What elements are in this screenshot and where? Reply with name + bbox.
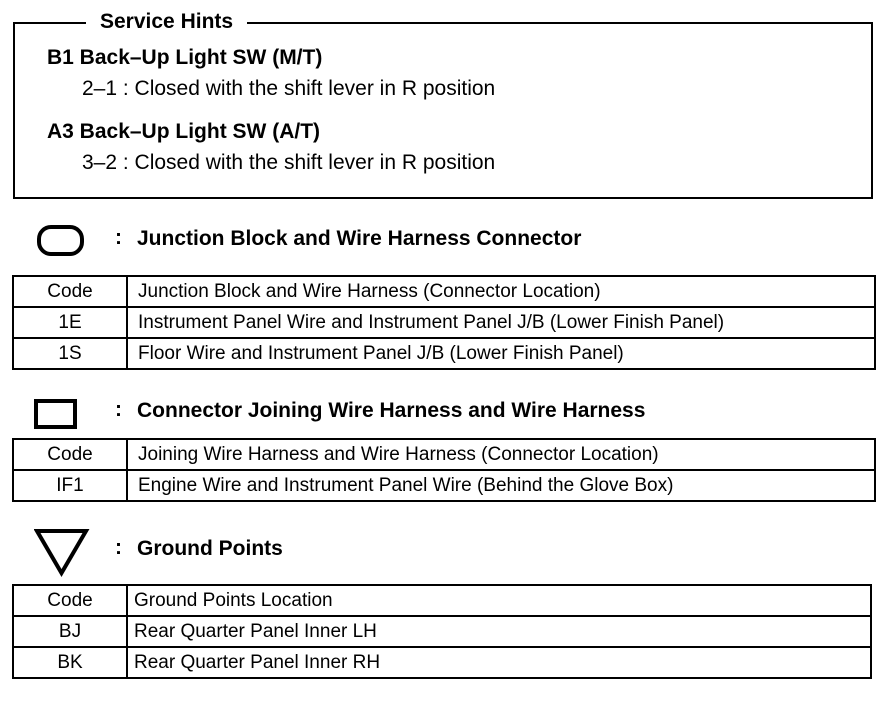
hint-detail-a3: 3–2 : Closed with the shift lever in R position — [82, 151, 496, 174]
table-row — [13, 338, 875, 369]
table-row — [13, 307, 875, 338]
hint-detail-b1: 2–1 : Closed with the shift lever in R position — [82, 77, 496, 100]
connector-joining-table — [12, 438, 876, 502]
hint-heading-a3: A3 Back–Up Light SW (A/T) — [47, 120, 321, 143]
table-row — [13, 616, 871, 647]
rounded-rectangle-icon — [36, 224, 86, 258]
row-location: Floor Wire and Instrument Panel J/B (Lower Finish Panel) — [127, 338, 875, 369]
row-code: IF1 — [13, 470, 127, 501]
section-title-junction-block: Junction Block and Wire Harness Connector — [137, 227, 582, 250]
down-triangle-icon — [34, 527, 90, 577]
row-location: Rear Quarter Panel Inner RH — [127, 647, 871, 678]
row-code: BK — [13, 647, 127, 678]
row-code: BJ — [13, 616, 127, 647]
header-location: Joining Wire Harness and Wire Harness (Connector Location) — [127, 439, 875, 470]
ground-points-table — [12, 584, 872, 679]
row-location: Rear Quarter Panel Inner LH — [127, 616, 871, 647]
table-header-row — [13, 439, 875, 470]
header-location: Junction Block and Wire Harness (Connector Location) — [127, 276, 875, 307]
table-header-row — [13, 585, 871, 616]
header-code: Code — [13, 585, 127, 616]
header-code: Code — [13, 276, 127, 307]
section-title-connector-joining: Connector Joining Wire Harness and Wire Harness — [137, 399, 646, 422]
header-code: Code — [13, 439, 127, 470]
rectangle-icon — [33, 398, 79, 432]
section-title-ground-points: Ground Points — [137, 537, 283, 560]
row-code: 1S — [13, 338, 127, 369]
table-row — [13, 647, 871, 678]
section-colon: : — [115, 536, 122, 559]
table-row — [13, 470, 875, 501]
row-location: Engine Wire and Instrument Panel Wire (Behind the Glove Box) — [127, 470, 875, 501]
section-colon: : — [115, 398, 122, 421]
header-location: Ground Points Location — [127, 585, 871, 616]
hint-heading-b1: B1 Back–Up Light SW (M/T) — [47, 46, 323, 69]
row-code: 1E — [13, 307, 127, 338]
table-header-row — [13, 276, 875, 307]
row-location: Instrument Panel Wire and Instrument Panel J/B (Lower Finish Panel) — [127, 307, 875, 338]
service-hints-title: Service Hints — [86, 9, 247, 35]
section-colon: : — [115, 226, 122, 249]
junction-block-table — [12, 275, 876, 370]
